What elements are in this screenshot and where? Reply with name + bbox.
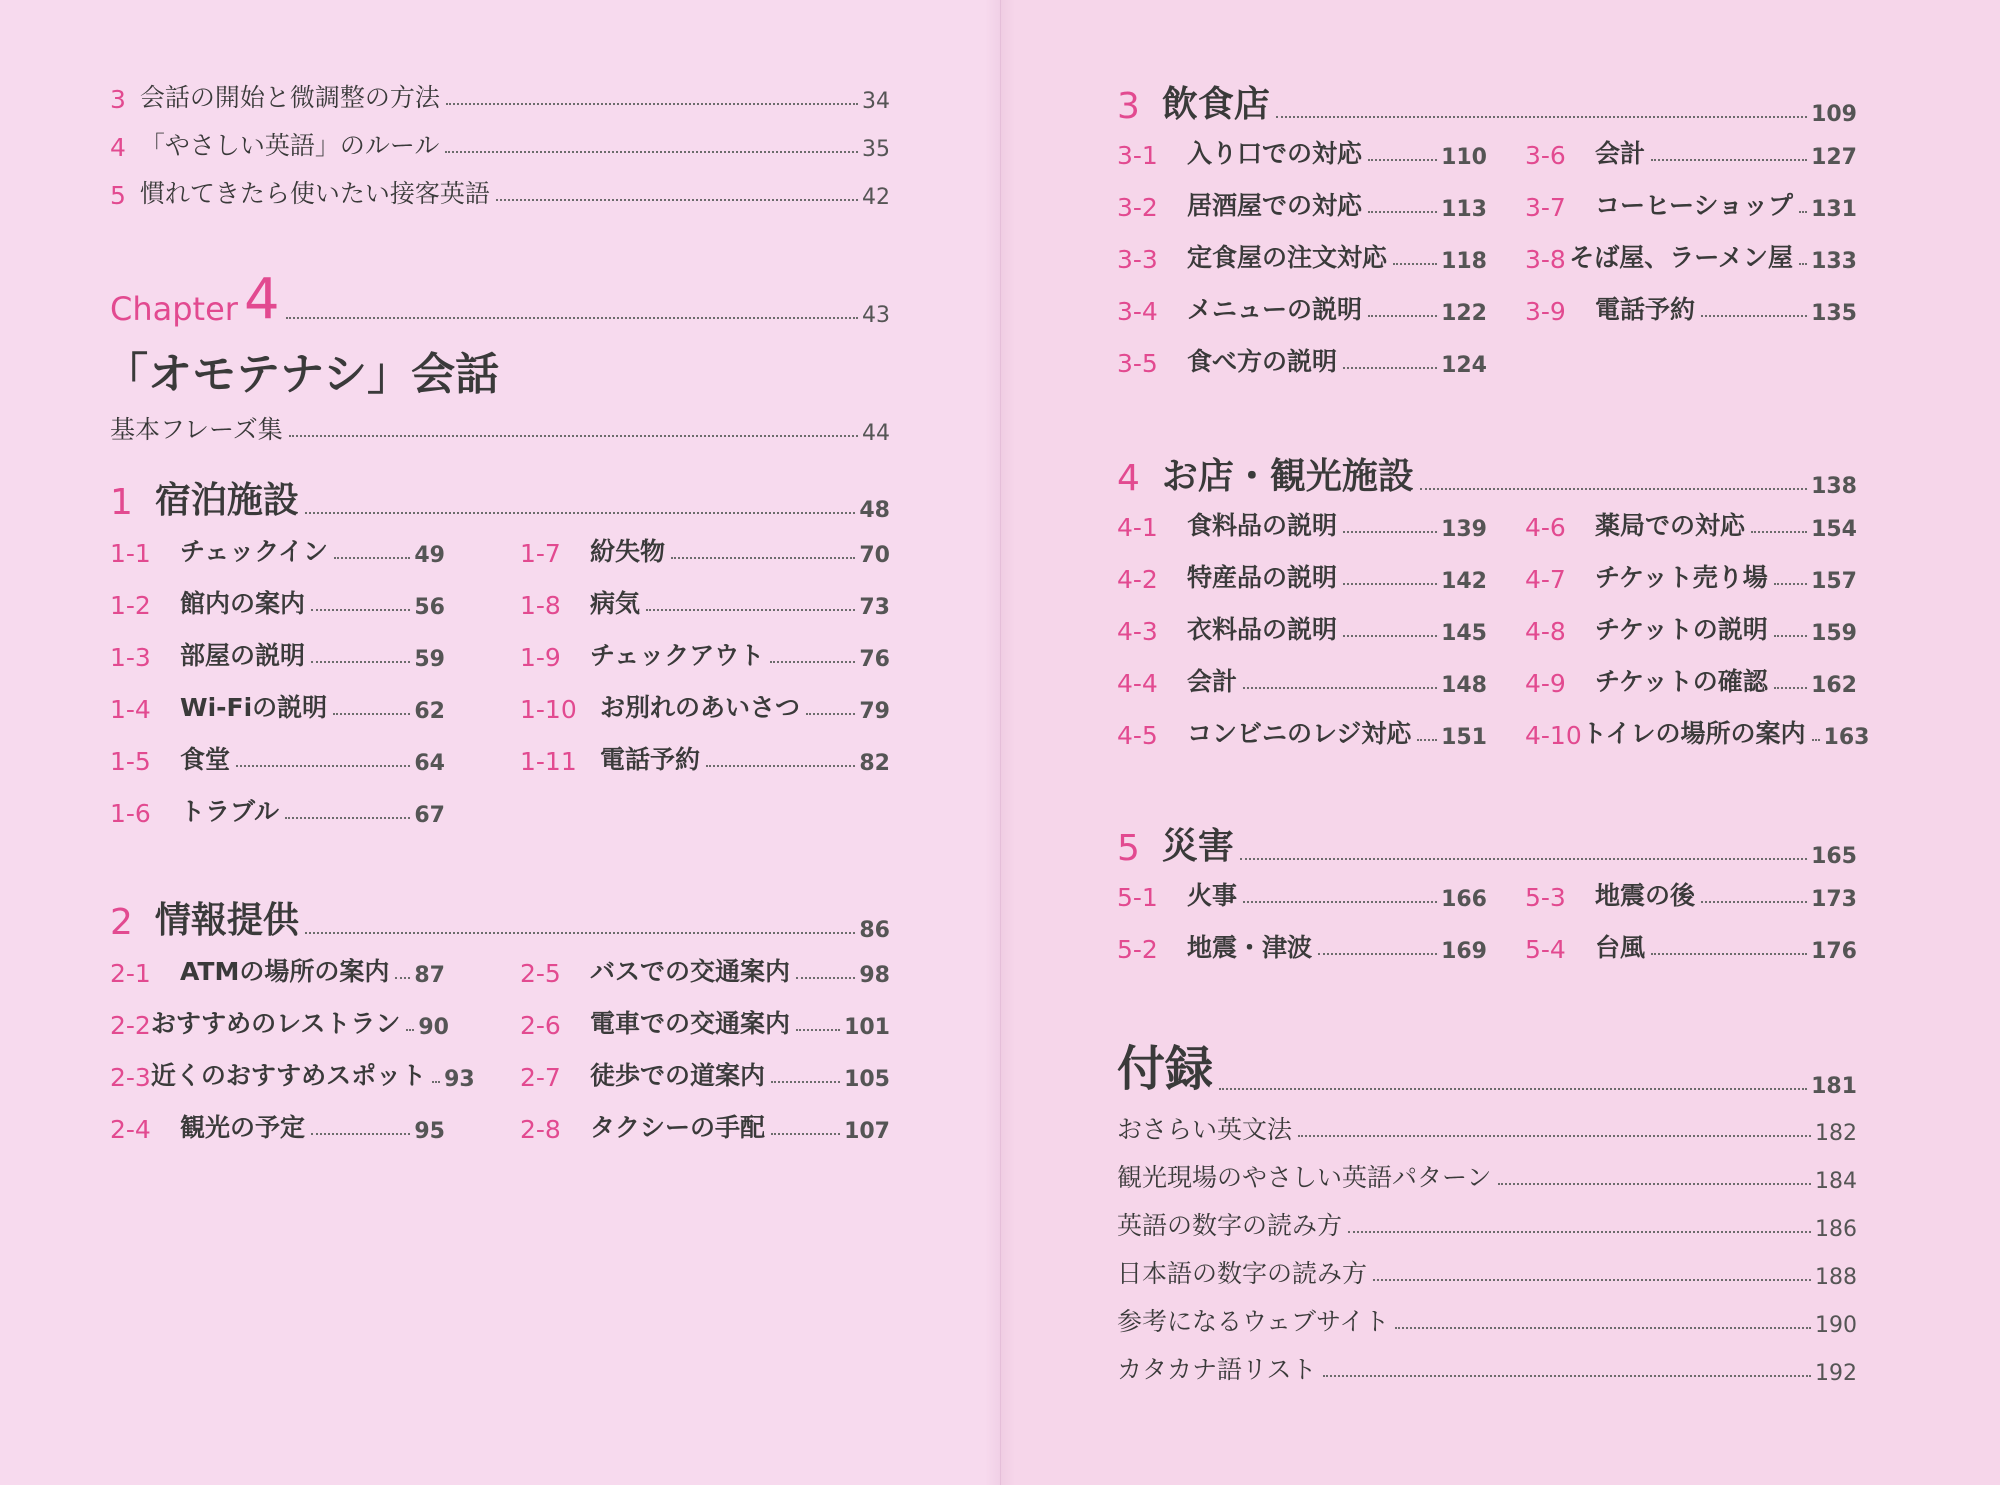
page-number: 34	[862, 89, 890, 114]
entry-title: 電話予約	[600, 745, 701, 774]
page-number: 93	[444, 1067, 475, 1092]
toc-entry[interactable]	[1117, 1206, 1857, 1242]
dot-leader	[1774, 583, 1807, 585]
toc-entry[interactable]	[1117, 1302, 1857, 1338]
dot-leader	[1348, 1231, 1811, 1233]
toc-subentry[interactable]	[1117, 134, 1487, 170]
dot-leader	[289, 435, 858, 437]
entry-number: 1-11	[520, 747, 577, 776]
dot-leader	[1343, 583, 1437, 585]
toc-subentry[interactable]	[110, 1004, 449, 1040]
entry-number: 3-5	[1117, 349, 1158, 378]
entry-number: 3	[110, 85, 126, 114]
page-number: 118	[1441, 249, 1487, 274]
page-number: 184	[1815, 1169, 1857, 1194]
dot-leader	[1393, 263, 1437, 265]
dot-leader	[305, 932, 855, 934]
toc-subentry[interactable]	[1117, 238, 1487, 274]
entry-title: 定食屋の注文対応	[1187, 243, 1388, 272]
page-number: 109	[1811, 102, 1857, 127]
entry-title: 火事	[1187, 881, 1238, 910]
entry-title: 病気	[590, 589, 641, 618]
entry-number: 3-2	[1117, 193, 1158, 222]
dot-leader	[1298, 1135, 1811, 1137]
entry-title: 電車での交通案内	[590, 1009, 791, 1038]
entry-number: 5-4	[1525, 935, 1566, 964]
entry-number: 2-1	[110, 959, 151, 988]
entry-title: 徒歩での道案内	[590, 1061, 766, 1090]
page-number: 42	[862, 185, 890, 210]
entry-title: 台風	[1595, 933, 1646, 962]
toc-subentry[interactable]	[1525, 662, 1857, 698]
toc-subentry[interactable]	[1117, 290, 1487, 326]
entry-number: 1-3	[110, 643, 151, 672]
entry-number: 2-2	[110, 1011, 151, 1040]
page-number: 135	[1811, 301, 1857, 326]
entry-title: そば屋、ラーメン屋	[1569, 243, 1794, 272]
dot-leader	[1395, 1327, 1811, 1329]
dot-leader	[1343, 531, 1437, 533]
dot-leader	[496, 199, 858, 201]
toc-subentry[interactable]	[110, 792, 445, 828]
toc-subentry[interactable]	[1525, 714, 1870, 750]
entry-title: タクシーの手配	[590, 1113, 766, 1142]
toc-subentry[interactable]	[1117, 928, 1487, 964]
entry-title: 会計	[1595, 139, 1646, 168]
entry-number: 4-1	[1117, 513, 1158, 542]
dot-leader	[1343, 635, 1437, 637]
section-heading[interactable]	[110, 472, 890, 523]
dot-leader	[1323, 1375, 1811, 1377]
dot-leader	[796, 1029, 840, 1031]
entry-title: メニューの説明	[1187, 295, 1363, 324]
page-number: 139	[1441, 517, 1487, 542]
entry-number: 1-5	[110, 747, 151, 776]
page-number: 122	[1441, 301, 1487, 326]
dot-leader	[1774, 635, 1807, 637]
dot-leader	[286, 317, 858, 319]
toc-subentry[interactable]	[520, 1056, 890, 1092]
section-heading[interactable]	[1117, 818, 1857, 869]
entry-number: 4-10	[1525, 721, 1582, 750]
entry-number: 4-2	[1117, 565, 1158, 594]
appendix-heading[interactable]	[1117, 1030, 1857, 1099]
page-number: 73	[859, 595, 890, 620]
page-number: 113	[1441, 197, 1487, 222]
dot-leader	[771, 1133, 840, 1135]
page-number: 142	[1441, 569, 1487, 594]
page-number: 145	[1441, 621, 1487, 646]
entry-number: 2-7	[520, 1063, 561, 1092]
page-number: 181	[1811, 1074, 1857, 1099]
toc-subentry[interactable]	[1525, 876, 1857, 912]
toc-entry[interactable]	[110, 126, 890, 162]
dot-leader	[1651, 159, 1807, 161]
entry-title: ATMの場所の案内	[180, 957, 390, 986]
page-number: 163	[1823, 725, 1870, 750]
toc-subentry[interactable]	[520, 1108, 890, 1144]
toc-subentry[interactable]	[1525, 558, 1857, 594]
toc-entry[interactable]	[1117, 1158, 1857, 1194]
dot-leader	[311, 661, 410, 663]
toc-subentry[interactable]	[1525, 238, 1857, 274]
toc-subentry[interactable]	[110, 688, 445, 724]
entry-title: お別れのあいさつ	[600, 693, 801, 722]
entry-number: 4-8	[1525, 617, 1566, 646]
dot-leader	[1240, 858, 1807, 860]
entry-title: 居酒屋での対応	[1187, 191, 1363, 220]
toc-entry[interactable]	[1117, 1254, 1857, 1290]
entry-number: 5-3	[1525, 883, 1566, 912]
page-number: 173	[1811, 887, 1857, 912]
page-number: 43	[862, 303, 890, 328]
page-number: 154	[1811, 517, 1857, 542]
section-title: 災害	[1161, 826, 1234, 867]
book-gutter	[985, 0, 1015, 1485]
entry-title: 観光の予定	[180, 1113, 306, 1142]
page-number: 165	[1811, 844, 1857, 869]
entry-title: 衣料品の説明	[1187, 615, 1338, 644]
page-number: 90	[418, 1015, 449, 1040]
chapter-heading[interactable]	[110, 267, 890, 332]
page-number: 110	[1441, 145, 1487, 170]
page-number: 169	[1441, 939, 1487, 964]
dot-leader	[1318, 953, 1437, 955]
entry-number: 2-6	[520, 1011, 561, 1040]
page-number: 186	[1815, 1217, 1857, 1242]
section-number: 1	[110, 482, 133, 523]
entry-number: 3-4	[1117, 297, 1158, 326]
section-title: お店・観光施設	[1161, 456, 1414, 497]
section-title: 情報提供	[154, 900, 299, 941]
toc-entry[interactable]	[110, 78, 890, 114]
toc-entry[interactable]	[1117, 1110, 1857, 1146]
dot-leader	[796, 977, 855, 979]
entry-title: 近くのおすすめスポット	[150, 1061, 427, 1090]
entry-number: 1-4	[110, 695, 151, 724]
entry-title: 食べ方の説明	[1187, 347, 1338, 376]
entry-title: 日本語の数字の読み方	[1117, 1259, 1368, 1288]
entry-number: 1-8	[520, 591, 561, 620]
dot-leader	[1368, 211, 1437, 213]
page-number: 133	[1811, 249, 1857, 274]
entry-number: 1-7	[520, 539, 561, 568]
page-number: 64	[414, 751, 445, 776]
dot-leader	[1651, 953, 1807, 955]
entry-title: 地震の後	[1595, 881, 1696, 910]
page-number: 48	[859, 498, 890, 523]
section-heading[interactable]	[1117, 448, 1857, 499]
toc-subentry[interactable]	[520, 688, 890, 724]
section-number: 2	[110, 902, 133, 943]
toc-subentry[interactable]	[1117, 506, 1487, 542]
toc-subentry[interactable]	[1117, 610, 1487, 646]
page-number: 101	[844, 1015, 890, 1040]
entry-title: トイレの場所の案内	[1581, 719, 1806, 748]
dot-leader	[406, 1029, 414, 1031]
entry-number: 2-4	[110, 1115, 151, 1144]
toc-subentry[interactable]	[110, 584, 445, 620]
entry-title: チケットの確認	[1595, 667, 1768, 696]
entry-number: 4-4	[1117, 669, 1158, 698]
entry-title: 特産品の説明	[1187, 563, 1338, 592]
right-page	[1001, 0, 2000, 1485]
entry-title: 会話の開始と微調整の方法	[139, 83, 440, 112]
entry-number: 3-1	[1117, 141, 1158, 170]
chapter-number: 4	[243, 267, 280, 332]
toc-subentry[interactable]	[1117, 714, 1487, 750]
page-number: 86	[859, 918, 890, 943]
dot-leader	[1343, 367, 1437, 369]
entry-number: 2-5	[520, 959, 561, 988]
page-number: 138	[1811, 474, 1857, 499]
page-number: 151	[1441, 725, 1487, 750]
toc-entry[interactable]	[110, 174, 890, 210]
toc-subentry[interactable]	[110, 532, 445, 568]
entry-number: 1-2	[110, 591, 151, 620]
toc-entry[interactable]	[1117, 1350, 1857, 1386]
dot-leader	[1219, 1088, 1807, 1090]
toc-subentry[interactable]	[520, 1004, 890, 1040]
entry-title: 紛失物	[590, 537, 666, 566]
dot-leader	[671, 557, 855, 559]
chapter-label: Chapter	[110, 290, 238, 328]
dot-leader	[395, 977, 410, 979]
section-number: 4	[1117, 458, 1140, 499]
dot-leader	[1751, 531, 1807, 533]
toc-subentry[interactable]	[520, 584, 890, 620]
entry-title: おすすめのレストラン	[150, 1009, 401, 1038]
page-number: 182	[1815, 1121, 1857, 1146]
entry-number: 4	[110, 133, 126, 162]
toc-subentry[interactable]	[1117, 876, 1487, 912]
entry-title: 英語の数字の読み方	[1117, 1211, 1343, 1240]
entry-title: チケットの説明	[1595, 615, 1768, 644]
entry-title: トラブル	[180, 797, 280, 826]
entry-number: 2-3	[110, 1063, 151, 1092]
entry-title: 薬局での対応	[1595, 511, 1746, 540]
section-title: 飲食店	[1161, 84, 1270, 125]
toc-subentry[interactable]	[110, 952, 445, 988]
entry-number: 3-6	[1525, 141, 1566, 170]
dot-leader	[1368, 159, 1437, 161]
page-number: 98	[859, 963, 890, 988]
toc-subentry[interactable]	[520, 532, 890, 568]
toc-subentry[interactable]	[520, 740, 890, 776]
entry-number: 5-2	[1117, 935, 1158, 964]
page-number: 67	[414, 803, 445, 828]
toc-subentry[interactable]	[1525, 506, 1857, 542]
entry-title: 食料品の説明	[1187, 511, 1338, 540]
dot-leader	[1812, 739, 1820, 741]
entry-title: 地震・津波	[1187, 933, 1313, 962]
entry-title: チケット売り場	[1595, 563, 1768, 592]
page-number: 87	[414, 963, 445, 988]
page-number: 59	[414, 647, 445, 672]
dot-leader	[432, 1081, 440, 1083]
entry-number: 4-5	[1117, 721, 1158, 750]
page-number: 56	[414, 595, 445, 620]
entry-title: チェックイン	[180, 537, 329, 566]
dot-leader	[771, 1081, 840, 1083]
page-number: 70	[859, 543, 890, 568]
dot-leader	[1276, 116, 1807, 118]
toc-subentry[interactable]	[1117, 342, 1487, 378]
toc-subentry[interactable]	[520, 952, 890, 988]
entry-number: 3-8	[1525, 245, 1566, 274]
page-number: 176	[1811, 939, 1857, 964]
page-number: 82	[859, 751, 890, 776]
section-number: 5	[1117, 828, 1140, 869]
page-number: 188	[1815, 1265, 1857, 1290]
toc-entry[interactable]	[110, 410, 890, 446]
page-number: 159	[1811, 621, 1857, 646]
page-number: 62	[414, 699, 445, 724]
dot-leader	[770, 661, 855, 663]
entry-number: 2-8	[520, 1115, 561, 1144]
dot-leader	[646, 609, 855, 611]
page-number: 35	[862, 137, 890, 162]
toc-subentry[interactable]	[110, 1108, 445, 1144]
entry-title: おさらい英文法	[1117, 1115, 1293, 1144]
entry-title: 慣れてきたら使いたい接客英語	[139, 179, 490, 208]
page-number: 157	[1811, 569, 1857, 594]
dot-leader	[1373, 1279, 1811, 1281]
dot-leader	[285, 817, 410, 819]
dot-leader	[333, 713, 410, 715]
entry-title: 食堂	[180, 745, 231, 774]
toc-subentry[interactable]	[1525, 290, 1857, 326]
entry-number: 3-9	[1525, 297, 1566, 326]
page-number: 162	[1811, 673, 1857, 698]
entry-number: 1-10	[520, 695, 577, 724]
dot-leader	[311, 609, 410, 611]
section-heading[interactable]	[110, 892, 890, 943]
entry-number: 4-9	[1525, 669, 1566, 698]
entry-number: 4-6	[1525, 513, 1566, 542]
entry-number: 1-9	[520, 643, 561, 672]
dot-leader	[1799, 263, 1807, 265]
entry-title: 館内の案内	[180, 589, 306, 618]
dot-leader	[706, 765, 855, 767]
page-number: 166	[1441, 887, 1487, 912]
toc-subentry[interactable]	[1525, 610, 1857, 646]
page-number: 105	[844, 1067, 890, 1092]
toc-subentry[interactable]	[110, 740, 445, 776]
page-number: 49	[414, 543, 445, 568]
entry-number: 3-3	[1117, 245, 1158, 274]
entry-title: コーヒーショップ	[1595, 191, 1794, 220]
entry-title: カタカナ語リスト	[1117, 1355, 1317, 1384]
entry-title: 参考になるウェブサイト	[1117, 1307, 1390, 1336]
entry-title: 観光現場のやさしい英語パターン	[1117, 1163, 1492, 1192]
dot-leader	[1774, 687, 1807, 689]
dot-leader	[445, 151, 858, 153]
page-number: 127	[1811, 145, 1857, 170]
page-number: 131	[1811, 197, 1857, 222]
page-number: 190	[1815, 1313, 1857, 1338]
dot-leader	[1701, 901, 1807, 903]
entry-number: 4-7	[1525, 565, 1566, 594]
entry-number: 1-6	[110, 799, 151, 828]
dot-leader	[1368, 315, 1437, 317]
dot-leader	[1417, 739, 1437, 741]
entry-title: 電話予約	[1595, 295, 1696, 324]
dot-leader	[1243, 901, 1437, 903]
dot-leader	[334, 557, 410, 559]
toc-subentry[interactable]	[1117, 662, 1487, 698]
page-number: 76	[859, 647, 890, 672]
page-number: 124	[1441, 353, 1487, 378]
toc-subentry[interactable]	[110, 636, 445, 672]
entry-number: 5-1	[1117, 883, 1158, 912]
page-number: 148	[1441, 673, 1487, 698]
entry-title: コンビニのレジ対応	[1187, 719, 1412, 748]
dot-leader	[236, 765, 410, 767]
entry-number: 4-3	[1117, 617, 1158, 646]
entry-title: バスでの交通案内	[590, 957, 791, 986]
entry-title: 会計	[1187, 667, 1238, 696]
toc-subentry[interactable]	[1525, 134, 1857, 170]
dot-leader	[311, 1133, 410, 1135]
toc-subentry[interactable]	[1525, 186, 1857, 222]
chapter-title: 「オモテナシ」会話	[104, 349, 500, 400]
dot-leader	[1701, 315, 1807, 317]
page-number: 107	[844, 1119, 890, 1144]
toc-subentry[interactable]	[110, 1056, 475, 1092]
dot-leader	[1420, 488, 1807, 490]
section-number: 3	[1117, 86, 1140, 127]
section-heading[interactable]	[1117, 76, 1857, 127]
entry-number: 5	[110, 181, 126, 210]
appendix-title: 付録	[1117, 1041, 1214, 1097]
entry-title: 基本フレーズ集	[110, 415, 283, 444]
toc-subentry[interactable]	[520, 636, 890, 672]
entry-title: チェックアウト	[590, 641, 765, 670]
dot-leader	[1243, 687, 1437, 689]
dot-leader	[305, 512, 855, 514]
toc-subentry[interactable]	[1525, 928, 1857, 964]
entry-number: 3-7	[1525, 193, 1566, 222]
entry-title: 部屋の説明	[180, 641, 306, 670]
toc-subentry[interactable]	[1117, 558, 1487, 594]
page-number: 79	[859, 699, 890, 724]
dot-leader	[446, 103, 858, 105]
entry-title: Wi-Fiの説明	[180, 693, 328, 722]
page-number: 192	[1815, 1361, 1857, 1386]
section-title: 宿泊施設	[154, 480, 299, 521]
dot-leader	[1799, 211, 1807, 213]
entry-title: 入り口での対応	[1187, 139, 1363, 168]
dot-leader	[806, 713, 855, 715]
entry-title: 「やさしい英語」のルール	[139, 131, 440, 160]
page-number: 44	[862, 421, 890, 446]
entry-number: 1-1	[110, 539, 151, 568]
toc-subentry[interactable]	[1117, 186, 1487, 222]
page-number: 95	[414, 1119, 445, 1144]
dot-leader	[1498, 1183, 1811, 1185]
